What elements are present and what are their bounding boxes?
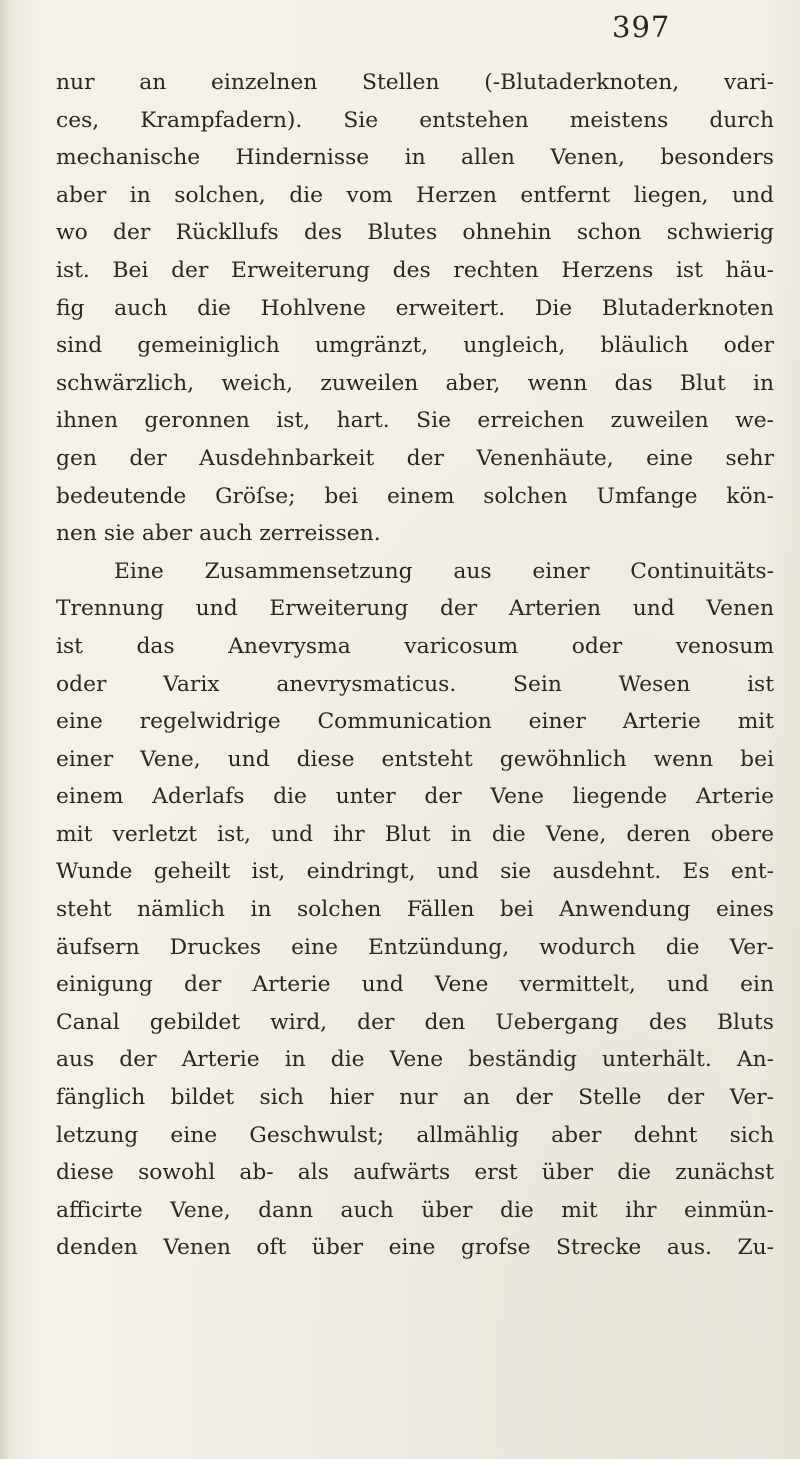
text-line: schwärzlich, weich, zuweilen aber, wenn das Blut in	[56, 370, 774, 396]
text-line: ist das Anevrysma varicosum oder venosum	[56, 633, 774, 659]
text-line: fänglich bildet sich hier nur an der Stelle der Ver-	[56, 1085, 774, 1111]
text-line: ihnen geronnen ist, hart. Sie erreichen zuweilen we-	[56, 408, 774, 434]
text-line: diese sowohl ab- als aufwärts erst über die zunächst	[56, 1160, 774, 1186]
text-line: nen sie aber auch zerreissen.	[56, 521, 381, 547]
text-line: Trennung und Erweiterung der Arterien und Venen	[56, 596, 774, 622]
text-line: mechanische Hindernisse in allen Venen, besonders	[56, 145, 774, 171]
text-line: mit verletzt ist, und ihr Blut in die Vene, deren obere	[56, 821, 774, 847]
text-line: einigung der Arterie und Vene vermittelt, und ein	[56, 972, 774, 998]
text-line: letzung eine Geschwulst; allmählig aber dehnt sich	[56, 1122, 774, 1148]
text-line: aus der Arterie in die Vene beständig unterhält. An-	[56, 1047, 774, 1073]
text-line: Canal gebildet wird, der den Uebergang des Bluts	[56, 1009, 774, 1035]
text-line: ist. Bei der Erweiterung des rechten Herzens ist häu-	[56, 257, 774, 283]
text-line: gen der Ausdehnbarkeit der Venenhäute, eine sehr	[56, 445, 774, 471]
text-line: steht nämlich in solchen Fällen bei Anwendung eines	[56, 897, 774, 923]
text-line: oder Varix anevrysmaticus. Sein Wesen ist	[56, 671, 774, 697]
text-line: sind gemeiniglich umgränzt, ungleich, bläulich oder	[56, 333, 774, 359]
page-gutter	[0, 0, 10, 1459]
text-line: nur an einzelnen Stellen (-Blutaderknoten, vari-	[56, 70, 774, 95]
page-number: 397	[612, 10, 671, 44]
text-line: ces, Krampfadern). Sie entstehen meistens durch	[56, 107, 774, 133]
text-line: einer Vene, und diese entsteht gewöhnlich wenn bei	[56, 746, 774, 772]
text-line: einem Aderlafs die unter der Vene liegende Arterie	[56, 784, 774, 810]
text-line: denden Venen oft über eine grofse Strecke aus. Zu-	[56, 1235, 774, 1261]
text-line: eine regelwidrige Communication einer Arterie mit	[56, 709, 774, 735]
text-line: afficirte Vene, dann auch über die mit ihr einmün-	[56, 1197, 774, 1223]
text-line: wo der Rückllufs des Blutes ohnehin schon schwierig	[56, 220, 774, 246]
text-line: bedeutende Gröſse; bei einem solchen Umfange kön-	[56, 483, 774, 509]
text-line: aber in solchen, die vom Herzen entfernt liegen, und	[56, 182, 774, 208]
text-line: äufsern Druckes eine Entzündung, wodurch die Ver-	[56, 934, 774, 960]
text-line: Eine Zusammensetzung aus einer Continuitäts-	[114, 558, 774, 584]
body-text	[56, 64, 774, 1267]
text-line: fig auch die Hohlvene erweitert. Die Blutaderknoten	[56, 295, 774, 321]
text-line: Wunde geheilt ist, eindringt, und sie ausdehnt. Es ent-	[56, 859, 774, 885]
